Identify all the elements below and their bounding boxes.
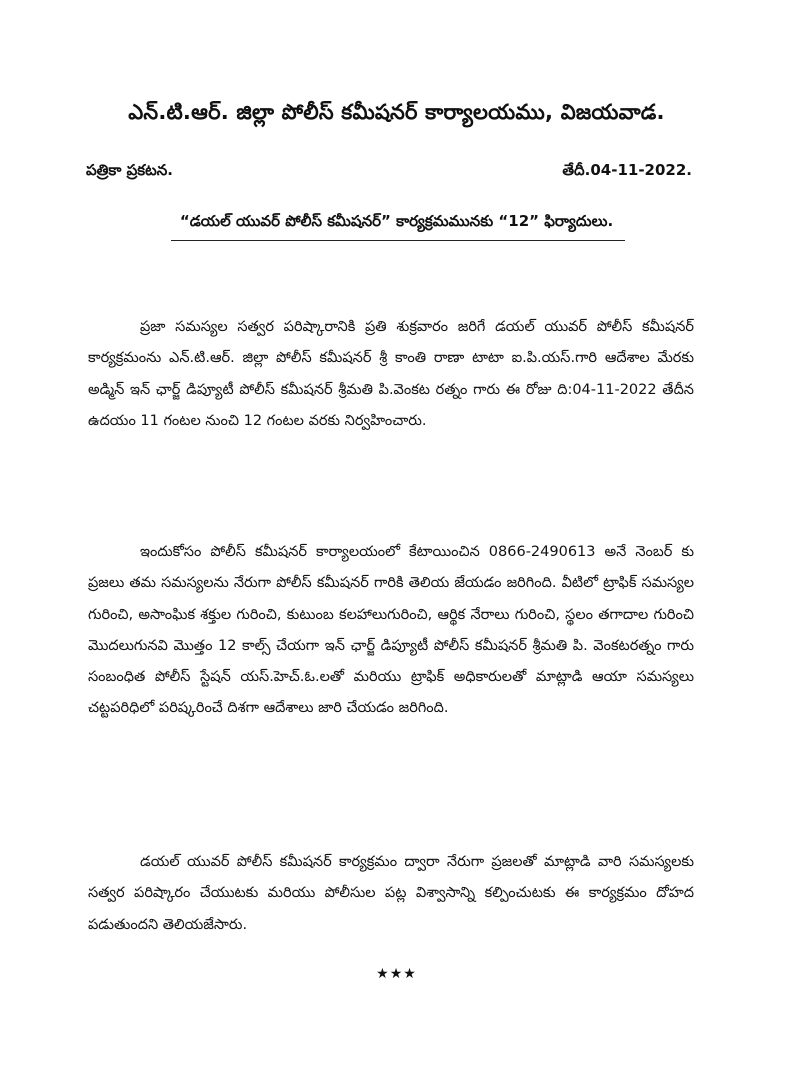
paragraph-1: [88, 312, 694, 437]
paragraph-2-text: ఇందుకోసం పోలీస్ కమీషనర్ కార్యాలయంలో కేటాయించిన 0866-2490613 అనే నెంబర్ కు ప్రజలు తమ సమస్యలను నేరుగా పోలీస్ కమీషనర్ గారికి తెలియ జేయడం జరిగింది. వీటిలో ట్రాఫిక్ సమస్యల గురించి, అసాంఘిక శక్తుల గురించి, కుటుంబ కలహాలుగురించి, ఆర్థిక నేరాలు గురించి, స్థలం తగాదాల గురించి మొదలుగునవి మొత్తం 12 కాల్స్ చేయగా ఇన్ ఛార్జ్ డిప్యూటీ పోలీస్ కమీషనర్ శ్రీమతి పి. వెంకటరత్నం గారు సంబంధిత పోలీస్ స్టేషన్ యస్.హెచ్.ఓ.లతో మరియు ట్రాఫిక్ అధికారులతో మాట్లాడి ఆయా సమస్యలు చట్టపరిధిలో పరిష్కరించే దిశగా ఆదేశాలు జారి చేయడం జరిగింది.: [88, 544, 694, 717]
press-date: తేదీ.04-11-2022.: [562, 161, 692, 179]
document-title: ఎన్.టి.ఆర్. జిల్లా పోలీస్ కమీషనర్ కార్యాలయము, విజయవాడ.: [128, 100, 665, 124]
paragraph-3-text: డయల్ యువర్ పోలీస్ కమీషనర్ కార్యక్రమం ద్వారా నేరుగా ప్రజలతో మాట్లాడి వారి సమస్యలకు సత్వర పరిష్కారం చేయుటకు మరియు పోలీసుల పట్ల విశ్వాసాన్ని కల్పించుటకు ఈ కార్యక్రమం దోహద పడుతుందని తెలియజేసారు.: [88, 854, 694, 933]
paragraph-3: [88, 847, 694, 941]
subject-heading: “డయల్ యువర్ పోలీస్ కమీషనర్” కార్యక్రమమునకు “12” ఫిర్యాదులు.: [179, 212, 614, 230]
paragraph-1-text: ప్రజా సమస్యల సత్వర పరిష్కారానికి ప్రతి శుక్రవారం జరిగే డయల్ యువర్ పోలీస్ కమీషనర్ కార్యక్రమంను ఎన్.టి.ఆర్. జిల్లా పోలీస్ కమీషనర్ శ్రీ కాంతి రాణా టాటా ఐ.పి.యస్.గారి ఆదేశాల మేరకు అడ్మిన్ ఇన్ ఛార్జ్ డిప్యూటీ పోలీస్ కమీషనర్ శ్రీమతి పి.వెంకట రత్నం గారు ఈ రోజు ది:04-11-2022 తేదీన ఉదయం 11 గంటల నుంచి 12 గంటల వరకు నిర్వహించారు.: [88, 319, 694, 429]
paragraph-2: [88, 537, 694, 725]
subject-underline: [171, 240, 625, 241]
press-release-label: పత్రికా ప్రకటన.: [86, 161, 173, 179]
closing-stars: ★★★: [376, 966, 417, 982]
press-info-row: [86, 161, 692, 183]
